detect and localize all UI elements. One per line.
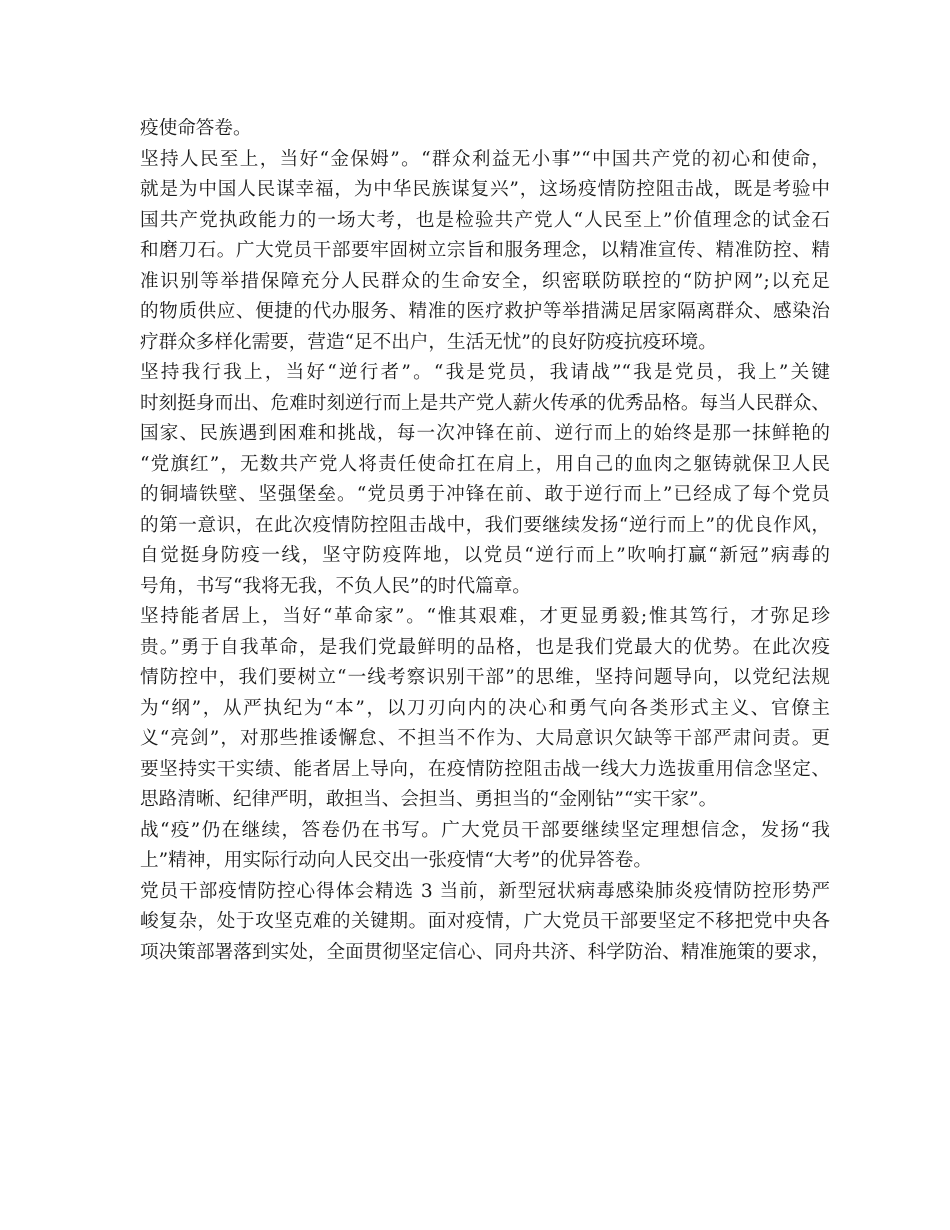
text-line: 贵。”勇于自我革命，是我们党最鲜明的品格，也是我们党最大的优势。在此次疫 (140, 636, 830, 658)
text-line: 要坚持实干实绩、能者居上导向，在疫情防控阻击战一线大力选拔重用信念坚定、 (140, 758, 830, 780)
text-line: 坚持我行我上，当好“逆行者”。“我是党员，我请战”“我是党员，我上”关键 (140, 362, 830, 383)
text-line: 国共产党执政能力的一场大考，也是检验共产党人“人民至上”价值理念的试金石 (140, 209, 830, 231)
text-line: 国家、民族遇到困难和挑战，每一次冲锋在前、逆行而上的始终是那一抹鲜艳的 (140, 423, 830, 444)
text-line: 峻复杂，处于攻坚克难的关键期。面对疫情，广大党员干部要坚定不移把党中央各 (140, 911, 830, 932)
text-line: 的铜墙铁壁、坚强堡垒。“党员勇于冲锋在前、敢于逆行而上”已经成了每个党员 (140, 484, 830, 505)
text-line: 党员干部疫情防控心得体会精选 3 当前，新型冠状病毒感染肺炎疫情防控形势严 (140, 880, 830, 902)
text-line: 战“疫”仍在继续，答卷仍在书写。广大党员干部要继续坚定理想信念，发扬“我 (140, 819, 830, 841)
text-line: 为“纲”，从严执纪为“本”，以刀刃向内的决心和勇气向各类形式主义、官僚主 (140, 697, 830, 719)
text-line: 疫使命答卷。 (140, 118, 252, 139)
text-line: 和磨刀石。广大党员干部要牢固树立宗旨和服务理念，以精准宣传、精准防控、精 (140, 240, 830, 261)
text-line: 疗群众多样化需要，营造“足不出户，生活无忧”的良好防疫抗疫环境。 (140, 331, 717, 353)
text-line: 的物质供应、便捷的代办服务、精准的医疗救护等举措满足居家隔离群众、感染治 (140, 301, 830, 322)
text-line: 的第一意识，在此次疫情防控阻击战中，我们要继续发扬“逆行而上”的优良作风， (140, 514, 830, 536)
text-line: 号角，书写“我将无我，不负人民”的时代篇章。 (140, 575, 531, 597)
text-line: 情防控中，我们要树立“一线考察识别干部”的思维，坚持问题导向，以党纪法规 (140, 667, 830, 688)
body-text (140, 114, 830, 968)
text-line: 就是为中国人民谋幸福，为中华民族谋复兴”，这场疫情防控阻击战，既是考验中 (140, 179, 830, 200)
text-line: 准识别等举措保障充分人民群众的生命安全，织密联防联控的“防护网”;以充足 (140, 270, 830, 292)
text-line: 思路清晰、纪律严明，敢担当、会担当、勇担当的“金刚钻”“实干家”。 (140, 789, 718, 810)
text-line: 项决策部署落到实处，全面贯彻坚定信心、同舟共济、科学防治、精准施策的要求， (140, 941, 830, 963)
text-line: 上”精神，用实际行动向人民交出一张疫情“大考”的优异答卷。 (140, 850, 652, 871)
text-line: 坚持人民至上，当好“金保姆”。“群众利益无小事”“中国共产党的初心和使命， (140, 148, 830, 170)
text-line: 义“亮剑”，对那些推诿懈怠、不担当不作为、大局意识欠缺等干部严肃问责。更 (140, 728, 830, 749)
text-line: “党旗红”，无数共产党人将责任使命扛在肩上，用自己的血肉之躯铸就保卫人民 (140, 453, 830, 475)
text-line: 时刻挺身而出、危难时刻逆行而上是共产党人薪火传承的优秀品格。每当人民群众、 (140, 392, 830, 414)
text-line: 自觉挺身防疫一线，坚守防疫阵地，以党员“逆行而上”吹响打赢“新冠”病毒的 (140, 545, 830, 566)
text-line: 坚持能者居上，当好“革命家”。“惟其艰难，才更显勇毅;惟其笃行，才弥足珍 (140, 606, 830, 627)
